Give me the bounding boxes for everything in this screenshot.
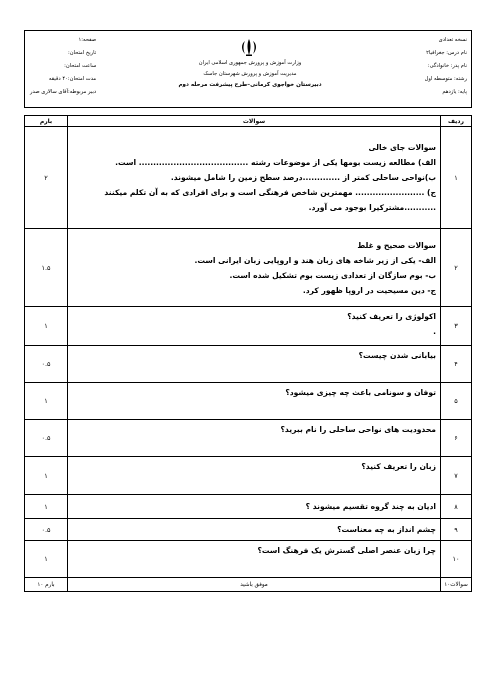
table-row bbox=[25, 307, 472, 346]
question-title: سوالات صحیح و غلط bbox=[357, 240, 436, 250]
row-score: ۱ bbox=[25, 495, 68, 519]
question-line: چشم انداز به چه معناست؟ bbox=[337, 525, 436, 534]
table-row bbox=[25, 383, 472, 420]
row-number: ۱ bbox=[441, 127, 472, 229]
header-copy-count: نسخه تعدادی bbox=[438, 37, 467, 43]
row-score: ۱.۵ bbox=[25, 229, 68, 307]
table-row bbox=[25, 495, 472, 519]
table-row bbox=[25, 420, 472, 457]
table-row bbox=[25, 457, 472, 495]
question-cell bbox=[68, 519, 441, 541]
header-field: رشته: متوسطه اول bbox=[424, 76, 467, 82]
header-course-name: نام درس: جغرافیا۲ bbox=[426, 50, 467, 56]
question-line: ب)نواحی ساحلی کمتر از .............درصد سطح زمین را شامل میشوند. bbox=[170, 173, 436, 182]
header-exam-time: ساعت امتحان: bbox=[64, 63, 97, 69]
question-line: اکولوژی را تعریف کنید؟ bbox=[347, 312, 436, 321]
question-cell bbox=[68, 541, 441, 578]
question-line: الف- یکی از زیر شاخه های زبان هند و اروپایی زبان ایرانی است. bbox=[194, 255, 436, 265]
row-score: ۰.۵ bbox=[25, 519, 68, 541]
table-row bbox=[25, 127, 472, 229]
question-line: . bbox=[433, 327, 436, 336]
question-line: ب- بوم سازگان از تعدادی زیست بوم تشکیل شده است. bbox=[229, 270, 436, 280]
header-ministry: وزارت آموزش و پرورش جمهوری اسلامی ایران bbox=[198, 60, 302, 66]
header-score: بارم bbox=[25, 116, 68, 127]
exam-header bbox=[24, 30, 472, 108]
row-number: ۵ bbox=[441, 383, 472, 420]
iran-emblem-icon bbox=[237, 37, 261, 57]
row-score: ۰.۵ bbox=[25, 420, 68, 457]
header-right-info bbox=[425, 34, 467, 99]
row-score: ۱ bbox=[25, 307, 68, 346]
table-header-row bbox=[25, 116, 472, 127]
question-line: ج- دین مسیحیت در اروپا ظهور کرد. bbox=[302, 285, 436, 295]
row-number: ۶ bbox=[441, 420, 472, 457]
row-score: ۱ bbox=[25, 457, 68, 495]
footer-total-score: بارم ۱۰ bbox=[25, 578, 68, 592]
question-cell bbox=[68, 495, 441, 519]
question-line: زبان را تعریف کنید؟ bbox=[361, 462, 436, 471]
table-row bbox=[25, 541, 472, 578]
row-number: ۹ bbox=[441, 519, 472, 541]
row-number: ۴ bbox=[441, 346, 472, 383]
exam-sheet bbox=[24, 30, 472, 592]
row-number: ۲ bbox=[441, 229, 472, 307]
row-score: ۱ bbox=[25, 383, 68, 420]
question-cell bbox=[68, 420, 441, 457]
header-school: دبیرستان خواجوی کرمانی–طرح پیشرفت مرحله دوم bbox=[178, 82, 322, 88]
question-line: الف) مطالعه زیست بومها یکی از موضوعات رشته ...................................... است. bbox=[115, 158, 436, 167]
row-number: ۳ bbox=[441, 307, 472, 346]
question-title: سوالات جای خالی bbox=[368, 143, 436, 152]
question-cell bbox=[68, 383, 441, 420]
header-grade: پایه: یازدهم bbox=[442, 89, 467, 95]
question-line: توفان و سونامی باعث چه چیزی میشود؟ bbox=[285, 388, 436, 397]
header-questions: سوالات bbox=[68, 116, 441, 127]
question-line: چرا زبان عنصر اصلی گسترش یک فرهنگ است؟ bbox=[257, 546, 436, 555]
footer-message: موفق باشید bbox=[68, 578, 441, 592]
question-line: محدودیت های نواحی ساحلی را نام ببرید؟ bbox=[280, 425, 436, 434]
question-line: ج) ........................ مهمترین شاخص فرهنگی است و برای افرادی که به آن تکلم میکنند bbox=[104, 188, 436, 197]
question-line: بیابانی شدن چیست؟ bbox=[358, 351, 436, 360]
question-cell bbox=[68, 457, 441, 495]
row-score: ۲ bbox=[25, 127, 68, 229]
header-center-info bbox=[155, 58, 345, 91]
footer-question-count: سوالات۱۰ bbox=[441, 578, 472, 592]
question-cell bbox=[68, 127, 441, 229]
table-row bbox=[25, 229, 472, 307]
row-number: ۷ bbox=[441, 457, 472, 495]
question-line: ادیان به چند گروه تقسیم میشوند ؟ bbox=[305, 502, 436, 511]
header-page: صفحه:۱ bbox=[78, 37, 97, 43]
row-score: ۰.۵ bbox=[25, 346, 68, 383]
table-row bbox=[25, 346, 472, 383]
header-exam-duration: مدت امتحان:۴۰ دقیقه bbox=[48, 76, 97, 82]
question-cell bbox=[68, 229, 441, 307]
question-cell bbox=[68, 346, 441, 383]
question-line: ...........مشترکیرا بوجود می آورد. bbox=[308, 203, 436, 212]
header-left-info bbox=[30, 34, 96, 99]
row-number: ۸ bbox=[441, 495, 472, 519]
question-cell bbox=[68, 307, 441, 346]
header-student-name: نام پدر: خانوادگی: bbox=[427, 63, 467, 69]
table-row bbox=[25, 519, 472, 541]
row-number: ۱۰ bbox=[441, 541, 472, 578]
row-score: ۱ bbox=[25, 541, 68, 578]
table-footer-row bbox=[25, 578, 472, 592]
header-exam-date: تاریخ امتحان: bbox=[67, 50, 97, 56]
questions-table bbox=[24, 115, 472, 592]
header-teacher: دبیر مربوطه:آقای سالاری صدر bbox=[30, 89, 97, 95]
header-row-number: ردیف bbox=[441, 116, 472, 127]
header-department: مدیریت آموزش و پرورش شهرستان جاسک bbox=[203, 71, 297, 77]
